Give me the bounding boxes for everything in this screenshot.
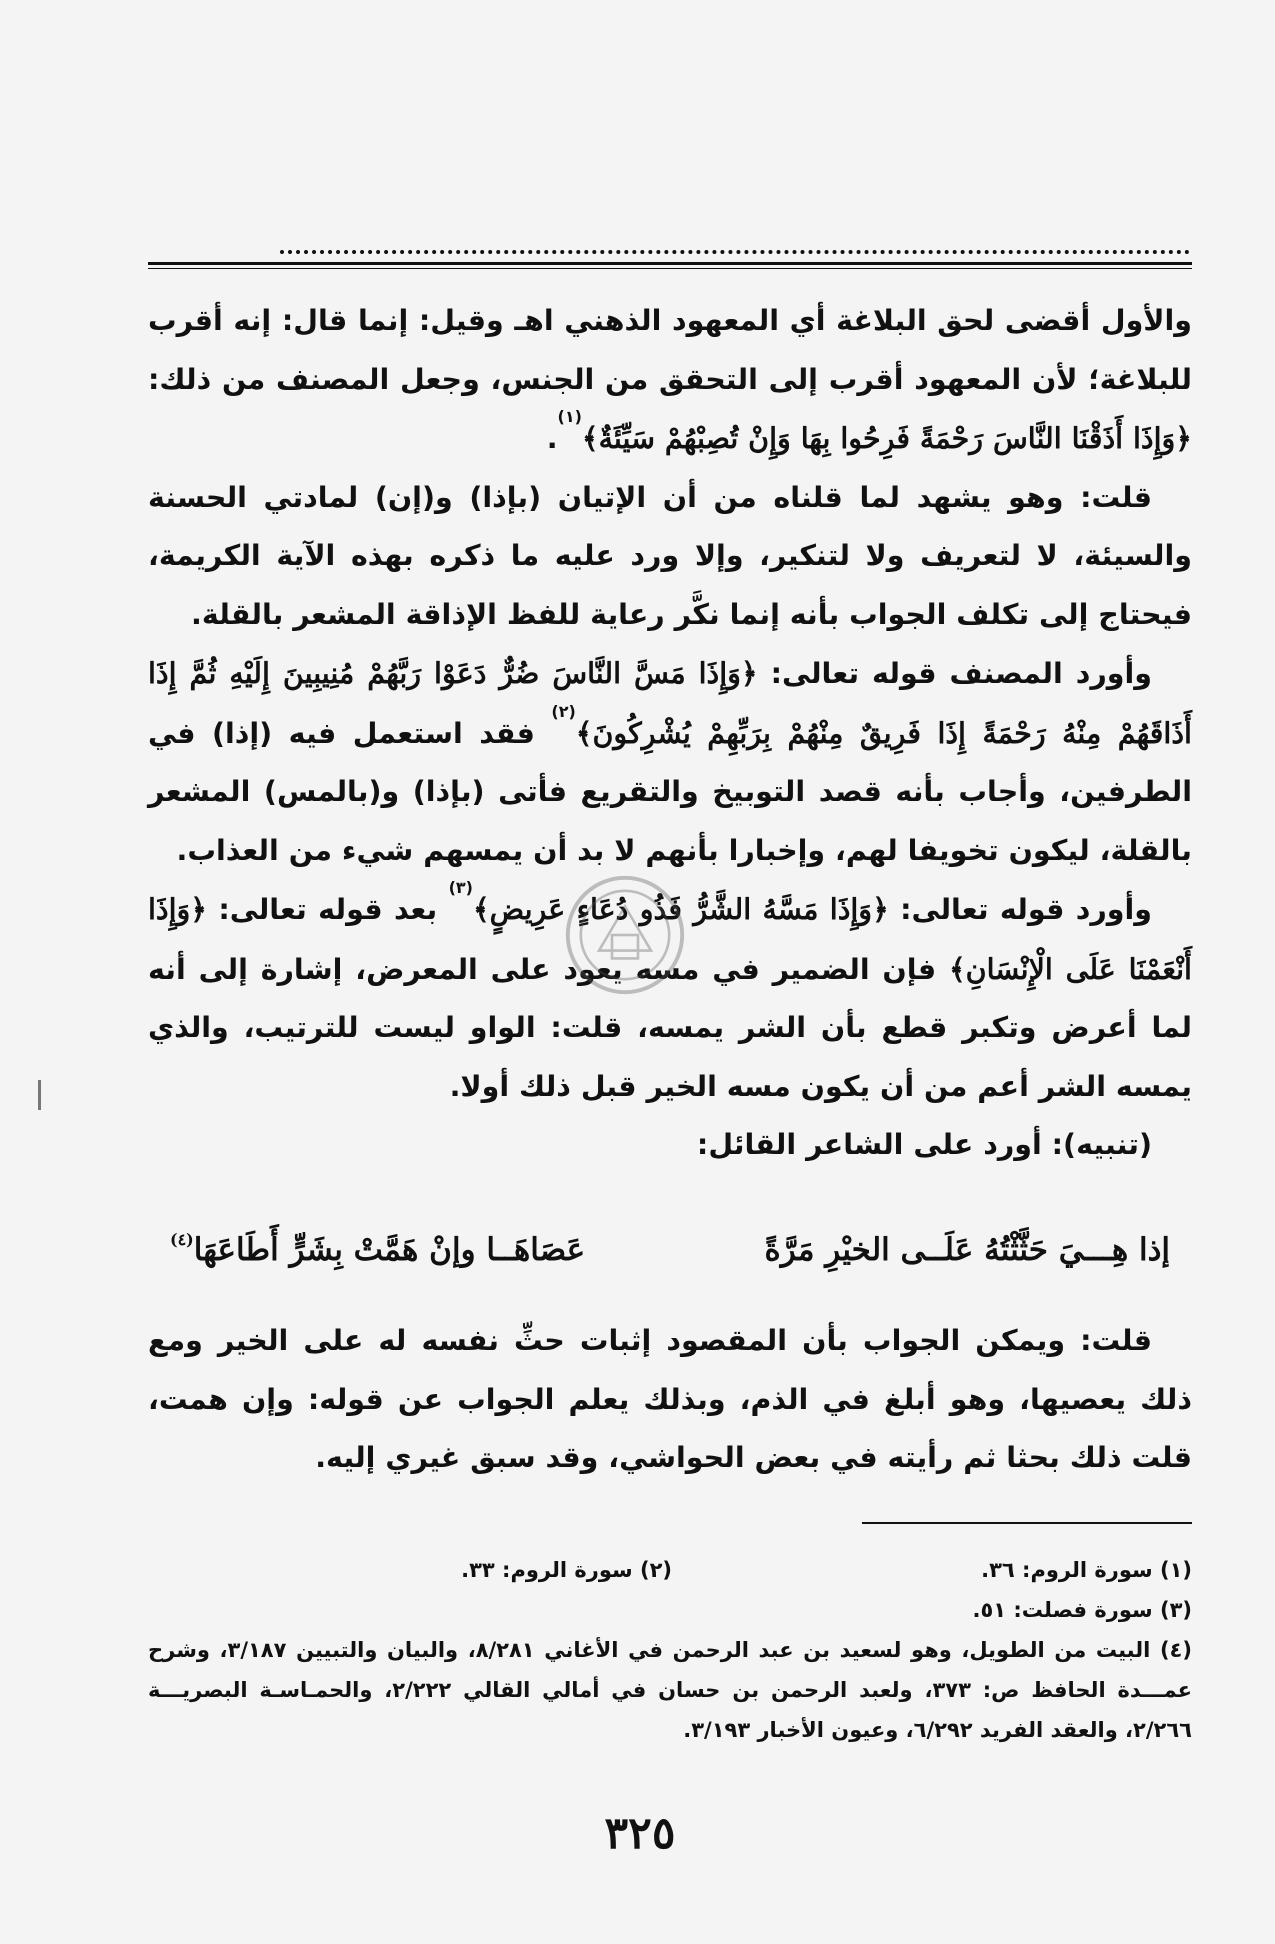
paragraph-5: (تنبيه): أورد على الشاعر القائل: xyxy=(696,1128,1152,1161)
library-seal-watermark xyxy=(560,870,690,1000)
header-rule xyxy=(148,262,1192,265)
paragraph-1-text: والأول أقضى لحق البلاغة أي المعهود الذهني اهـ وقيل: إنما قال: إنه أقرب للبلاغة؛ لأن المعهود أقرب إلى التحقق من الجنس، وجعل المصنف من ذلك: xyxy=(148,304,1192,396)
page-number: ٣٢٥ xyxy=(604,1808,676,1859)
footnote-3: (٣) سورة فصلت: ٥١. xyxy=(972,1598,1192,1622)
quran-verse-4: ﴿وَإِذَا أَنْعَمْنَا عَلَى الْإِنْسَانِ﴾ xyxy=(148,892,1192,986)
header-rule-thin xyxy=(148,268,1192,269)
paragraph-4-end: فإن الضمير في مسه يعود على المعرض، إشارة إلى أنه لما أعرض وتكبر قطع بأن الشر يمسه، قلت: الواو ليست للترتيب، والذي يمسه الشر أعم من أن يكون مسه الخير قبل ذلك أولا. xyxy=(148,952,1192,1103)
paragraph-4-mid: بعد قوله تعالى: xyxy=(218,893,438,926)
footnote-separator xyxy=(862,1522,1192,1524)
footnote-2: (٢) سورة الروم: ٣٣. xyxy=(461,1558,672,1582)
quran-verse-3: ﴿وَإِذَا مَسَّهُ الشَّرُّ فَذُو دُعَاءٍ عَرِيضٍ﴾ xyxy=(472,892,889,926)
paragraph-4-start: وأورد قوله تعالى: xyxy=(900,893,1152,926)
paragraph-3-start: وأورد المصنف قوله تعالى: xyxy=(770,657,1152,690)
paragraph-3 xyxy=(148,644,1192,880)
footnote-ref-3: (٣) xyxy=(448,878,473,897)
header-dotted-line xyxy=(280,250,1190,258)
poetry-verse xyxy=(170,1232,1170,1292)
footnotes xyxy=(148,1550,1192,1750)
paragraph-1: والأول أقضى لحق البلاغة أي المعهود الذهني اهـ وقيل: إنما قال: إنه أقرب للبلاغة؛ لأن المعهود أقرب إلى التحقق من الجنس، وجعل المصنف من ذلك: ﴿وَإِذَا أَذَقْنَا النَّاسَ رَحْمَةً فَرِحُوا بِهَا وَإِنْ تُصِبْهُمْ سَيِّئَةٌ﴾$^{(١)}$. xyxy=(148,304,1192,455)
verse-hemistich-2 xyxy=(170,1232,640,1268)
footnote-row-1 xyxy=(148,1550,1192,1590)
footnote-ref-1: (١) xyxy=(557,407,582,426)
margin-mark xyxy=(38,1080,41,1110)
main-text-continued xyxy=(148,1312,1192,1488)
footnote-ref-2: (٢) xyxy=(551,701,576,721)
footnote-4: (٤) البيت من الطويل، وهو لسعيد بن عبد الرحمن في الأغاني ٨/٢٨١، والبيان والتبيين ٣/١٨٧، وشرح عمـــدة الحافظ ص: ٣٧٣، ولعبد الرحمن بن حسان في أمالي القالي ٢/٢٢٢، والحمـاسـة البصريـــة ٢/٢٦٦، والعقد الفريد ٦/٢٩٢، وعيون الأخبار ٣/١٩٣. xyxy=(148,1638,1192,1742)
footnote-ref-4: (٤) xyxy=(170,1230,194,1249)
main-text xyxy=(148,292,1192,1175)
footnote-1: (١) سورة الروم: ٣٦. xyxy=(981,1558,1192,1582)
verse-hemistich-2-text: عَصَاهَــا وإنْ هَمَّتْ بِشَرٍّ أَطَاعَهَا xyxy=(193,1232,586,1268)
verse-hemistich-1: إذا هِـــيَ حَثَّثْتُهُ عَلَــى الخيْرِ مَرَّةً xyxy=(764,1232,1170,1268)
paragraph-3-end: فقد استعمل فيه (إذا) في الطرفين، وأجاب بأنه قصد التوبيخ والتقريع فأتى (بإذا) و(بالمس) المشعر بالقلة، ليكون تخويفا لهم، وإخبارا بأنهم لا بد أن يمسهم شيء من العذاب. xyxy=(148,716,1192,867)
quran-verse-1: ﴿وَإِذَا أَذَقْنَا النَّاسَ رَحْمَةً فَرِحُوا بِهَا وَإِنْ تُصِبْهُمْ سَيِّئَةٌ﴾ xyxy=(581,421,1192,455)
quran-verse-2: ﴿وَإِذَا مَسَّ النَّاسَ ضُرٌّ دَعَوْا رَبَّهُمْ مُنِيبِينَ إِلَيْهِ ثُمَّ إِذَا أَذَاقَهُمْ مِنْهُ رَحْمَةً إِذَا فَرِيقٌ مِنْهُمْ بِرَبِّهِمْ يُشْرِكُونَ﴾ xyxy=(148,656,1192,750)
paragraph-2: قلت: وهو يشهد لما قلناه من أن الإتيان (بإذا) و(إن) لمادتي الحسنة والسيئة، لا لتعريف ولا لتنكير، وإلا ورد عليه ما ذكره بهذه الآية الكريمة، فيحتاج إلى تكلف الجواب بأنه إنما نكَّر رعاية للفظ الإذاقة المشعر بالقلة. xyxy=(148,480,1192,631)
paragraph-6: قلت: ويمكن الجواب بأن المقصود إثبات حثِّ نفسه له على الخير ومع ذلك يعصيها، وهو أبلغ في الذم، وبذلك يعلم الجواب عن قوله: وإن همت، قلت ذلك بحثا ثم رأيته في بعض الحواشي، وقد سبق غيري إليه. xyxy=(148,1324,1192,1474)
